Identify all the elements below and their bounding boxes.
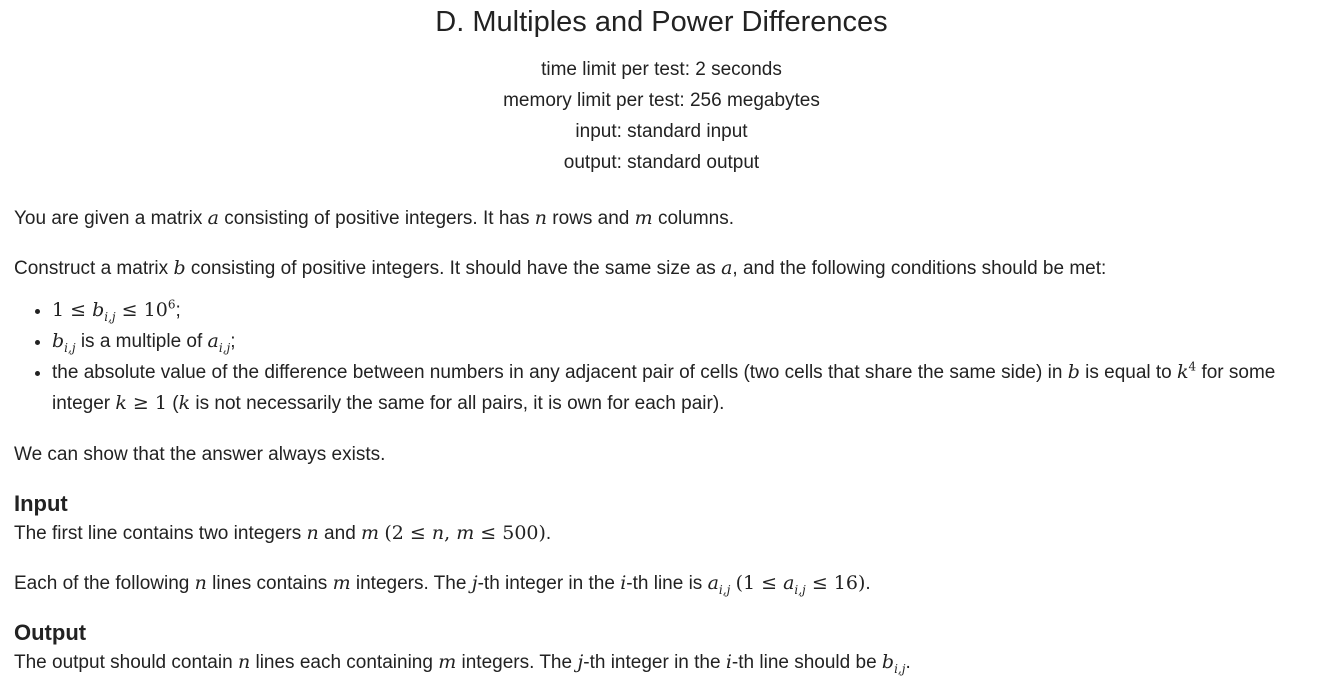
math-expr: (2 ≤: [384, 522, 432, 544]
text: -th integer in the: [583, 652, 726, 673]
text: the absolute value of the difference between numbers in any adjacent pair of cells (two cells that share the same side) in: [52, 362, 1068, 383]
math-sup: 4: [1188, 359, 1197, 374]
text: consisting of positive integers. It has: [218, 208, 535, 229]
math-var: j: [577, 651, 584, 673]
text: ;: [230, 331, 236, 352]
text: lines each containing: [250, 652, 439, 673]
text: Construct a matrix: [14, 258, 174, 279]
math-sub: i,j: [64, 340, 76, 355]
math-var: a: [721, 257, 733, 279]
output-section-title: Output: [14, 620, 87, 645]
input-line-2: [14, 568, 1309, 599]
memory-limit: memory limit per test: 256 megabytes: [503, 90, 820, 111]
text: -th line should be: [731, 652, 882, 673]
conditions-list: [14, 295, 1309, 419]
text: lines contains: [206, 573, 333, 594]
math-var: m: [456, 522, 475, 544]
statement-paragraph-3: We can show that the answer always exists.: [14, 444, 386, 465]
statement-paragraph-1: [14, 203, 1309, 234]
text: for some integer: [52, 362, 1276, 414]
math-var: m: [332, 572, 351, 594]
text: is a multiple of: [75, 331, 208, 352]
text: and: [318, 523, 362, 544]
math-var: a: [783, 572, 795, 594]
math-var: a: [207, 330, 219, 352]
text: -th integer in the: [477, 573, 621, 594]
math-expr: ≤ 500): [474, 522, 546, 544]
math-num: 1: [52, 299, 65, 321]
condition-3: [52, 357, 1309, 419]
math-var: b: [881, 651, 895, 673]
text: .: [865, 573, 871, 594]
math-var: a: [207, 207, 219, 229]
problem-title: D. Multiples and Power Differences: [435, 6, 888, 38]
text: is equal to: [1079, 362, 1178, 383]
text: .: [905, 652, 911, 673]
math-var: n: [534, 207, 547, 229]
math-num: 1: [154, 392, 167, 414]
text: ;: [175, 300, 181, 321]
text: integers. The: [350, 573, 472, 594]
math-expr: ≤ 16): [805, 572, 866, 594]
math-op: ≥: [126, 392, 155, 414]
math-var: k: [1177, 361, 1189, 383]
math-op: ,: [444, 522, 457, 544]
text: You are given a matrix: [14, 208, 208, 229]
problem-header: [0, 5, 1323, 178]
text: Each of the following: [14, 573, 195, 594]
math-sub: i,j: [894, 661, 906, 676]
text: , and the following conditions should be met:: [732, 258, 1107, 279]
math-var: m: [438, 651, 457, 673]
text: consisting of positive integers. It should have the same size as: [185, 258, 722, 279]
math-var: n: [194, 572, 207, 594]
condition-2: [52, 326, 1309, 357]
math-var: j: [471, 572, 478, 594]
condition-1: [52, 295, 1309, 326]
statement-paragraph-2: [14, 253, 1309, 284]
text: The output should contain: [14, 652, 238, 673]
math-var: i: [725, 651, 732, 673]
math-var: b: [52, 330, 65, 352]
text: is not necessarily the same for all pairs, it is own for each pair).: [190, 393, 725, 414]
math-var: n: [431, 522, 445, 544]
time-limit: time limit per test: 2 seconds: [541, 59, 782, 80]
math-var: k: [115, 392, 127, 414]
math-op: ≤: [115, 299, 144, 321]
text: integers. The: [456, 652, 578, 673]
input-section-title: Input: [14, 491, 68, 516]
math-var: m: [361, 522, 380, 544]
math-var: n: [306, 522, 319, 544]
output-line-1: [14, 647, 1309, 678]
input-spec: input: standard input: [575, 121, 748, 142]
math-var: b: [173, 257, 186, 279]
math-var: m: [634, 207, 653, 229]
problem-statement: [14, 203, 1309, 678]
math-var: i: [620, 572, 627, 594]
math-sup: 6: [167, 297, 176, 312]
input-line-1: [14, 518, 1309, 549]
text: (: [166, 393, 179, 414]
math-var: a: [707, 572, 719, 594]
math-var: n: [237, 651, 251, 673]
math-op: ≤: [64, 299, 93, 321]
math-sub: i,j: [794, 582, 806, 597]
text: The first line contains two integers: [14, 523, 307, 544]
text: columns.: [652, 208, 734, 229]
math-var: k: [178, 392, 191, 414]
text: rows and: [547, 208, 635, 229]
problem-limits: [0, 54, 1323, 178]
math-num: 10: [143, 299, 168, 321]
math-sub: i,j: [218, 340, 231, 355]
math-sub: i,j: [104, 309, 116, 324]
text: -th line is: [626, 573, 708, 594]
text: .: [545, 523, 552, 544]
math-var: b: [92, 299, 105, 321]
math-sub: i,j: [718, 582, 731, 597]
output-spec: output: standard output: [563, 152, 760, 173]
math-expr: (1 ≤: [735, 572, 784, 594]
math-var: b: [1067, 361, 1080, 383]
